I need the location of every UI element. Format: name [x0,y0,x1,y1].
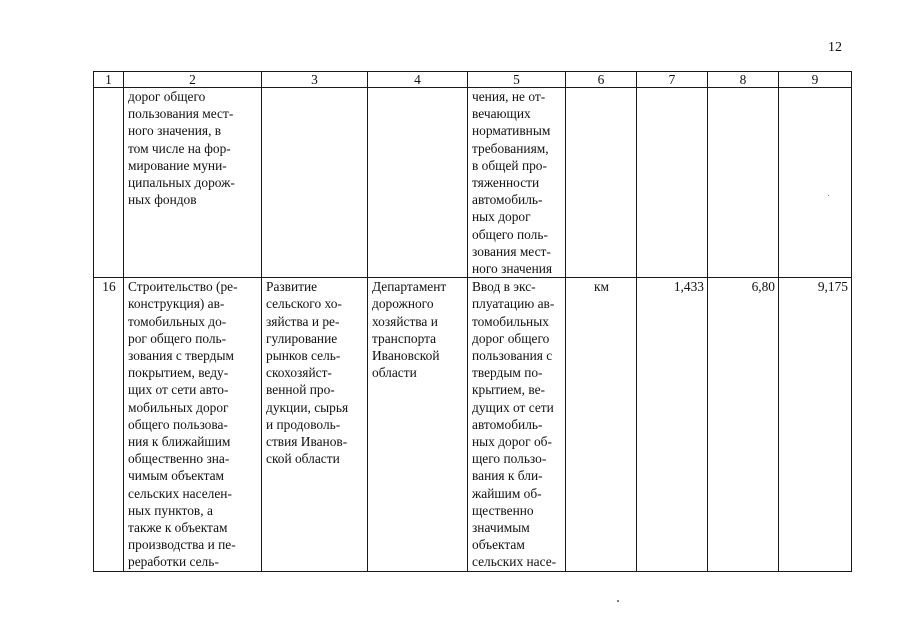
cell-indicator: Ввод в экс- плуатацию ав- томобильных дорог общего пользования с твердым по- крытием, ве- дущих от сети автомобиль- ных дорог об- щего пользо- вания к бли- жайшим об- щественно значимым объектам сельских насе- [468,278,566,571]
cell-value-7 [637,88,708,278]
cell-value-8 [708,88,779,278]
cell-executor: Департамент дорожного хозяйства и транспорта Ивановской области [368,278,468,571]
column-header-9: 9 [779,72,852,88]
column-header-3: 3 [262,72,368,88]
scan-speck [828,195,829,196]
column-header-5: 5 [468,72,566,88]
cell-unit: км [566,278,637,571]
column-header-8: 8 [708,72,779,88]
cell-value-9 [779,88,852,278]
cell-activity: дорог общего пользования мест- ного значения, в том числе на фор- мирование муни- ципальных дорож- ных фондов [124,88,262,278]
header-row [94,72,852,88]
column-header-7: 7 [637,72,708,88]
program-table [93,71,852,572]
cell-indicator: чения, не от- вечающих нормативным требованиям, в общей про- тяженности автомобиль- ных дорог общего поль- зования мест- ного значения [468,88,566,278]
cell-subprogram: Развитие сельского хо- зяйства и ре- гулирование рынков сель- скохозяйст- венной про- дукции, сырья и продоволь- ствия Иванов- ской области [262,278,368,571]
column-header-4: 4 [368,72,468,88]
scan-speck [617,600,619,602]
cell-value-9: 9,175 [779,278,852,571]
cell-number: 16 [94,278,124,571]
page-number: 12 [828,40,842,55]
cell-executor [368,88,468,278]
table-row-continuation [94,88,852,278]
column-header-6: 6 [566,72,637,88]
cell-number [94,88,124,278]
cell-unit [566,88,637,278]
column-header-2: 2 [124,72,262,88]
cell-value-8: 6,80 [708,278,779,571]
cell-activity: Строительство (ре- конструкция) ав- томобильных до- рог общего поль- зования с твердым покрытием, веду- щих от сети авто- мобильных дорог общего пользова- ния к ближайшим общественно зна- чимым объектам сельских населен- ных пунктов, а также к объектам производства и пе- реработки сель- [124,278,262,571]
table-row-16 [94,278,852,571]
cell-value-7: 1,433 [637,278,708,571]
cell-subprogram [262,88,368,278]
column-header-1: 1 [94,72,124,88]
